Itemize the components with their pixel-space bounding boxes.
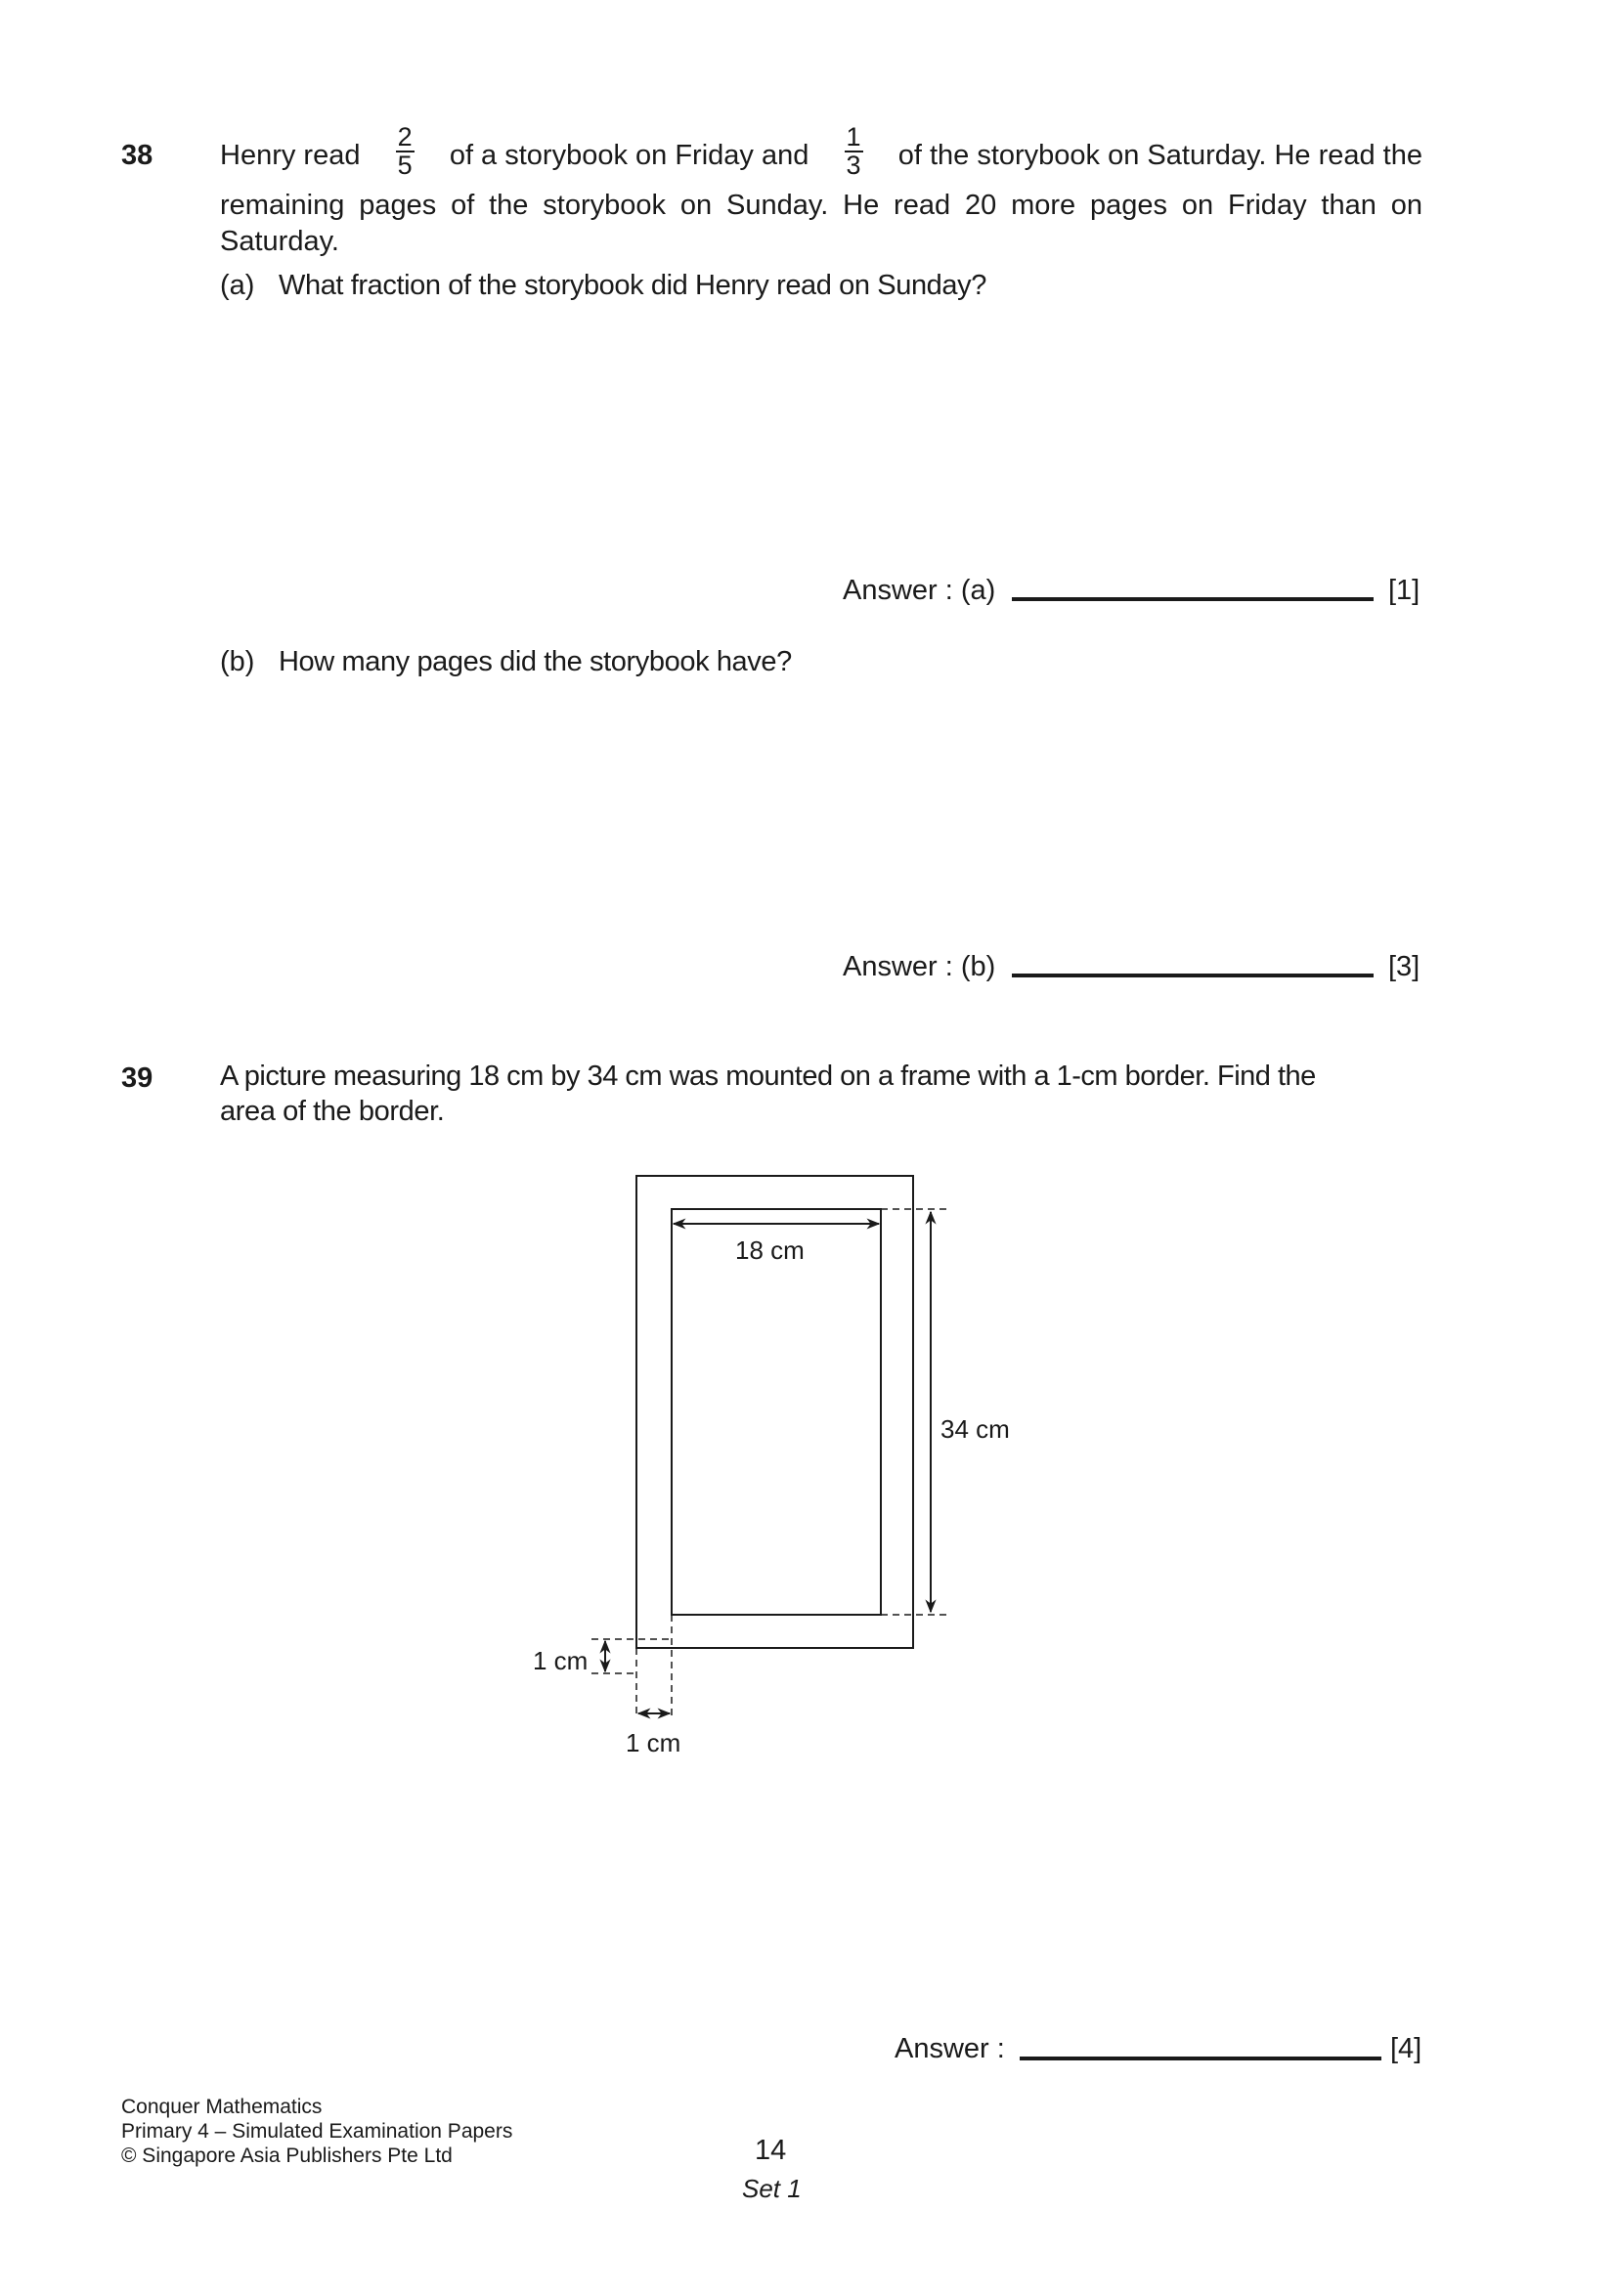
footer-copyright: © Singapore Asia Publishers Pte Ltd [121,2144,453,2167]
question-38-stem-line2: remaining pages of the storybook on Sunday. He read 20 more pages on Friday than on [220,190,1422,221]
part-b-label: (b) [220,646,255,677]
question-number-39: 39 [121,1062,153,1094]
fraction-two-fifths: $\frac{2}{5}$ [397,122,413,180]
height-label: 34 cm [940,1414,1010,1444]
question-38-stem-line3: Saturday. [220,226,339,257]
answer-39-marks: [4] [1390,2033,1422,2064]
answer-a-marks: [1] [1388,575,1420,606]
answer-b-label: Answer : (b) [843,951,996,982]
answer-b-marks: [3] [1388,951,1420,982]
width-label: 18 cm [735,1235,805,1265]
inner-picture-rect [672,1209,881,1615]
border-horizontal-label: 1 cm [626,1728,681,1757]
question-39-stem-line1: A picture measuring 18 cm by 34 cm was mounted on a frame with a 1-cm border. Find the [220,1061,1316,1092]
question-number-38: 38 [121,140,153,171]
set-label: Set 1 [742,2174,802,2203]
question-39-stem-line2: area of the border. [220,1096,445,1127]
border-vertical-label: 1 cm [533,1646,589,1675]
answer-39-label: Answer : [895,2033,1005,2064]
answer-39-field[interactable] [1020,2057,1381,2060]
part-a-question: What fraction of the storybook did Henry read on Sunday? [279,270,986,301]
part-b-question: How many pages did the storybook have? [279,646,792,677]
stem-text: of a storybook on Friday and [449,139,809,171]
footer-subtitle: Primary 4 – Simulated Examination Papers [121,2120,513,2143]
footer-publication-info [121,2095,512,2168]
part-a-label: (a) [220,270,255,301]
stem-text: of the storybook on Saturday. He read the [897,139,1422,171]
footer-book-title: Conquer Mathematics [121,2096,323,2118]
fraction-one-third: $\frac{1}{3}$ [846,122,861,180]
stem-text: Henry read [220,139,361,171]
page-number: 14 [755,2135,787,2166]
answer-a-label: Answer : (a) [843,575,996,606]
